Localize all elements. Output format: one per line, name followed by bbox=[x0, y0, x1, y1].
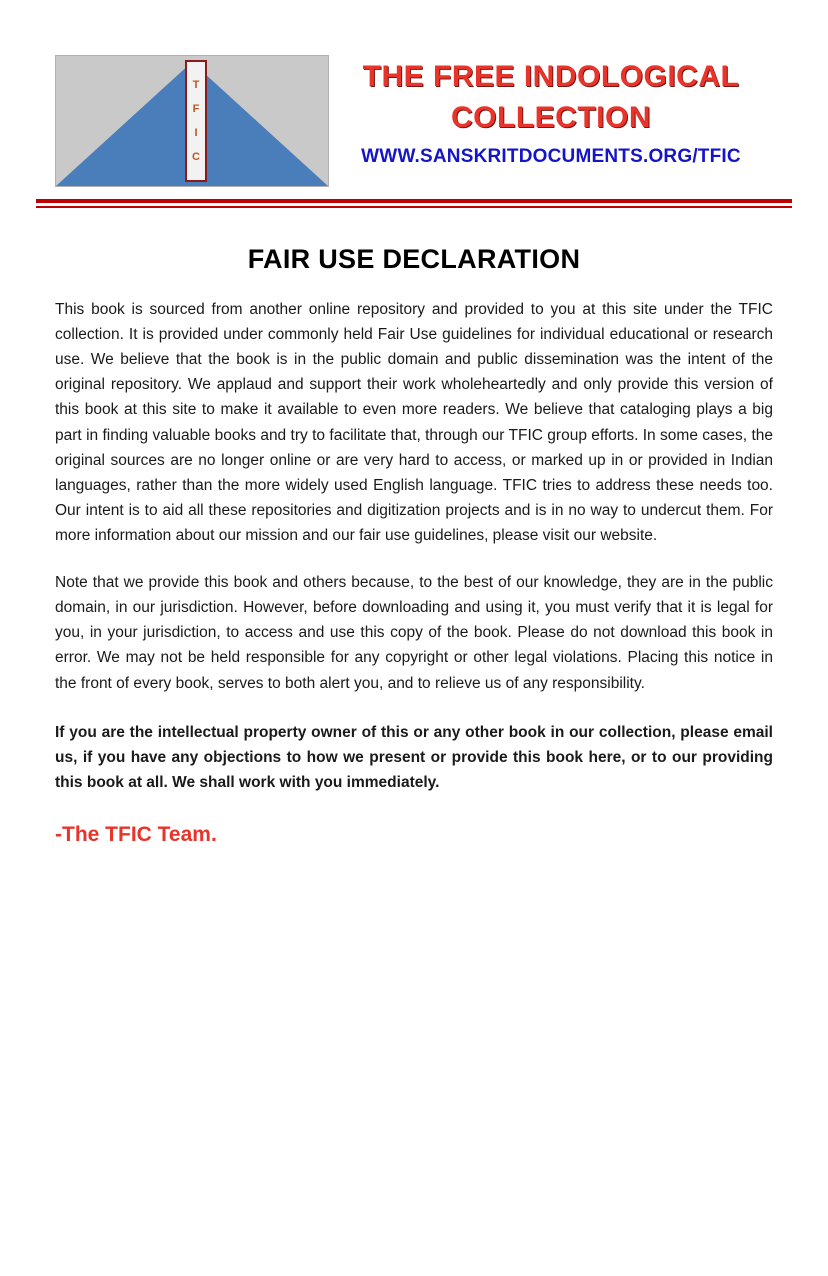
logo-letter-i: I bbox=[194, 127, 198, 139]
paragraph-ip-owner-notice: If you are the intellectual property owner of this or any other book in our collection, please email us, if you have any objections to how we present or provide this book here, or to our providing this book at all. We shall work with you immediately. bbox=[55, 723, 773, 791]
collection-website-url[interactable]: WWW.SANSKRITDOCUMENTS.ORG/TFIC bbox=[361, 146, 741, 167]
logo-pillar-shape bbox=[185, 60, 207, 182]
header-text-block bbox=[329, 55, 773, 168]
logo-letter-c: C bbox=[192, 151, 200, 163]
tfic-logo bbox=[55, 55, 329, 187]
document-body bbox=[0, 297, 828, 847]
logo-letter-t: T bbox=[192, 79, 200, 91]
logo-letter-f: F bbox=[192, 103, 200, 115]
paragraph-disclaimer: Note that we provide this book and others because, to the best of our knowledge, they are in the public domain, in our jurisdiction. However, before downloading and using it, you must verify that it is legal for you, in your jurisdiction, to access and use this copy of the book. Please do not download this book in error. We may not be held responsible for any copyright or other legal violations. Placing this notice in the front of every book, serves to both alert you, and to relieve us of any responsibility. bbox=[55, 574, 773, 692]
collection-title-line1: THE FREE INDOLOGICAL bbox=[362, 60, 740, 93]
divider-thick-rule bbox=[36, 199, 792, 203]
divider-thin-rule bbox=[36, 206, 792, 208]
collection-title-line2: COLLECTION bbox=[451, 100, 651, 134]
page-title: FAIR USE DECLARATION bbox=[247, 244, 581, 274]
signoff-text: -The TFIC Team. bbox=[55, 822, 217, 846]
page-header bbox=[0, 0, 828, 187]
header-divider bbox=[0, 199, 828, 208]
paragraph-intro: This book is sourced from another online repository and provided to you at this site under the TFIC collection. It is provided under commonly held Fair Use guidelines for individual educational or research use. We believe that the book is in the public domain and public dissemination was the intent of the original repository. We applaud and support their work wholeheartedly and only provide this version of this book at this site to make it available to even more readers. We believe that cataloging plays a big part in finding valuable books and try to facilitate that, through our TFIC group efforts. In some cases, the original sources are no longer online or are very hard to access, or marked up in or provided in Indian languages, rather than the more widely used English language. TFIC tries to address these needs too. Our intent is to aid all these repositories and digitization projects and is in no way to undercut them. For more information about our mission and our fair use guidelines, please visit our website. bbox=[55, 301, 773, 544]
